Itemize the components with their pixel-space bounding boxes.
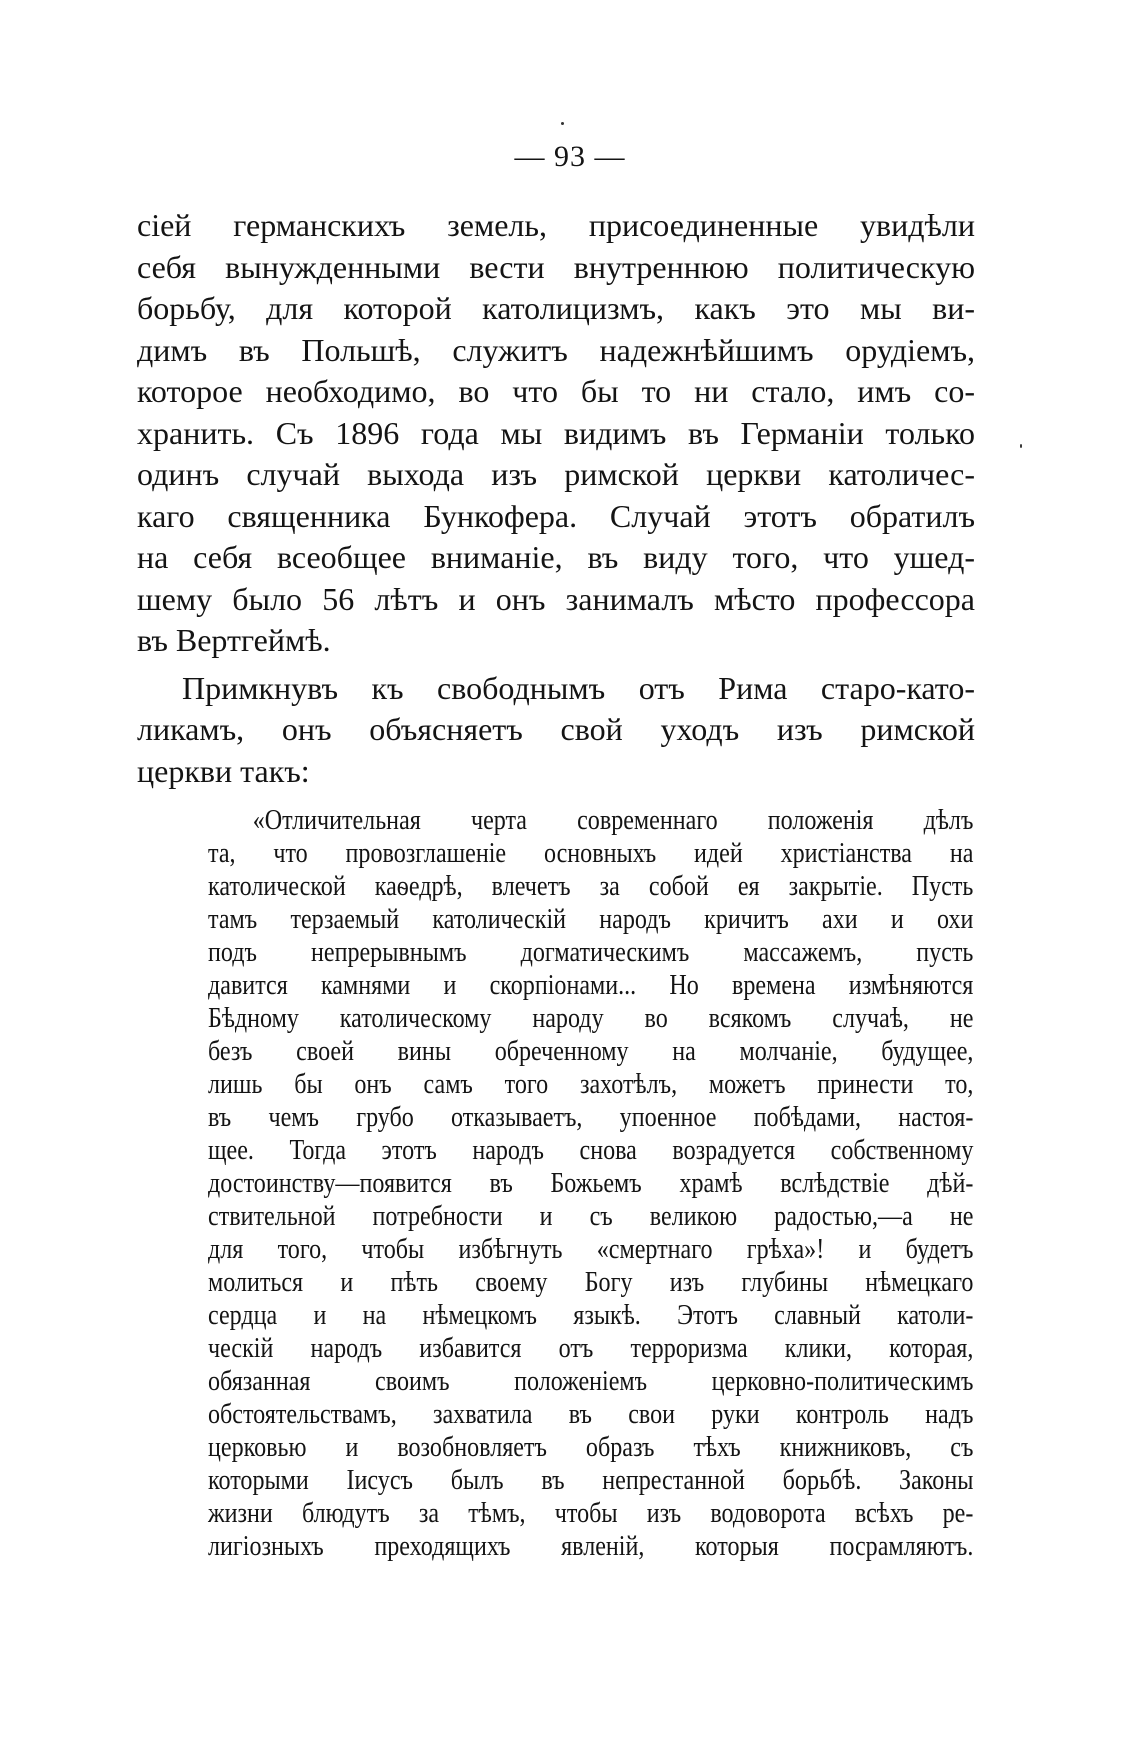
quote-line: сердца и на нѣмецкомъ языкѣ. Этотъ славный католи- (208, 1300, 974, 1331)
quote-line: щее. Тогда этотъ народъ снова возрадуется собственному (208, 1135, 974, 1166)
text-line: церкви такъ: (137, 752, 310, 789)
quote-line: жизни блюдутъ за тѣмъ, чтобы изъ водоворота всѣхъ ре- (208, 1498, 974, 1529)
text-line: каго священника Бункофера. Случай этотъ обратилъ (137, 497, 975, 534)
quote-line: та, что провозглашеніе основныхъ идей христіанства на (208, 838, 974, 869)
text-line: на себя всеобщее вниманіе, въ виду того, что ушед- (137, 539, 975, 575)
quote-line: ческій народъ избавится отъ терроризма клики, которая, (208, 1333, 974, 1364)
quote-line: молиться и пѣть своему Богу изъ глубины нѣмецкаго (208, 1267, 974, 1298)
text-line: ликамъ, онъ объясняетъ свой уходъ изъ римской (137, 711, 975, 747)
text-line: борьбу, для которой католицизмъ, какъ это мы ви- (137, 290, 975, 326)
text-line: которое необходимо, во что бы то ни стало, имъ со- (137, 373, 975, 409)
text-line: хранить. Съ 1896 года мы видимъ въ Германіи только (137, 414, 975, 451)
quote-line: обязанная своимъ положеніемъ церковно-политическимъ (208, 1366, 974, 1397)
quote-line: въ чемъ грубо отказываетъ, упоенное побѣдами, настоя- (208, 1102, 974, 1133)
text-line: себя вынужденными вести внутреннюю политическую (137, 248, 975, 285)
quote-line: ствительной потребности и съ великою радостью,—а не (208, 1201, 974, 1232)
text-line: шему было 56 лѣтъ и онъ занималъ мѣсто профессора (137, 580, 975, 617)
page-number: — 93 — (514, 140, 626, 173)
quote-line: которыми Іисусъ былъ въ непрестанной борьбѣ. Законы (208, 1465, 974, 1496)
text-line: одинъ случай выхода изъ римской церкви католичес- (137, 456, 975, 492)
quote-line: давится камнями и скорпіонами... Но времена измѣняются (208, 970, 974, 1001)
quote-line: «Отличительная черта современнаго положенія дѣлъ (252, 805, 974, 836)
quote-line: тамъ терзаемый католическій народъ кричитъ ахи и охи (208, 904, 974, 935)
text-line: въ Вертгеймѣ. (137, 622, 331, 658)
quote-line: для того, чтобы избѣгнуть «смертнаго грѣха»! и будетъ (208, 1234, 974, 1265)
print-speck (561, 122, 564, 125)
quote-line: Бѣдному католическому народу во всякомъ случаѣ, не (208, 1003, 974, 1034)
quote-line: лигіозныхъ преходящихъ явленій, которыя посрамляютъ. (208, 1531, 974, 1562)
text-line: Примкнувъ къ свободнымъ отъ Рима старо-като- (182, 669, 975, 706)
main-text (137, 205, 975, 792)
text-line: димъ въ Польшѣ, служитъ надежнѣйшимъ орудіемъ, (137, 331, 975, 368)
quote-line: подъ непрерывнымъ догматическимъ массажемъ, пусть (208, 937, 974, 968)
paragraph-2 (137, 668, 975, 793)
text-line: сіей германскихъ земель, присоединенные увидѣли (137, 207, 975, 243)
paragraph-1 (137, 205, 975, 662)
quote-line: достоинству—появится въ Божьемъ храмѣ вслѣдствіе дѣй- (208, 1168, 974, 1199)
print-speck (1020, 444, 1022, 448)
block-quote (208, 804, 974, 1563)
quote-line: церковью и возобновляетъ образъ тѣхъ книжниковъ, съ (208, 1432, 974, 1463)
quote-line: католической каѳедрѣ, влечетъ за собой ея закрытіе. Пусть (208, 871, 974, 902)
quote-line: обстоятельствамъ, захватила въ свои руки контроль надъ (208, 1399, 974, 1430)
quote-line: лишь бы онъ самъ того захотѣлъ, можетъ принести то, (208, 1069, 974, 1100)
quote-line: безъ своей вины обреченному на молчаніе, будущее, (208, 1036, 974, 1067)
